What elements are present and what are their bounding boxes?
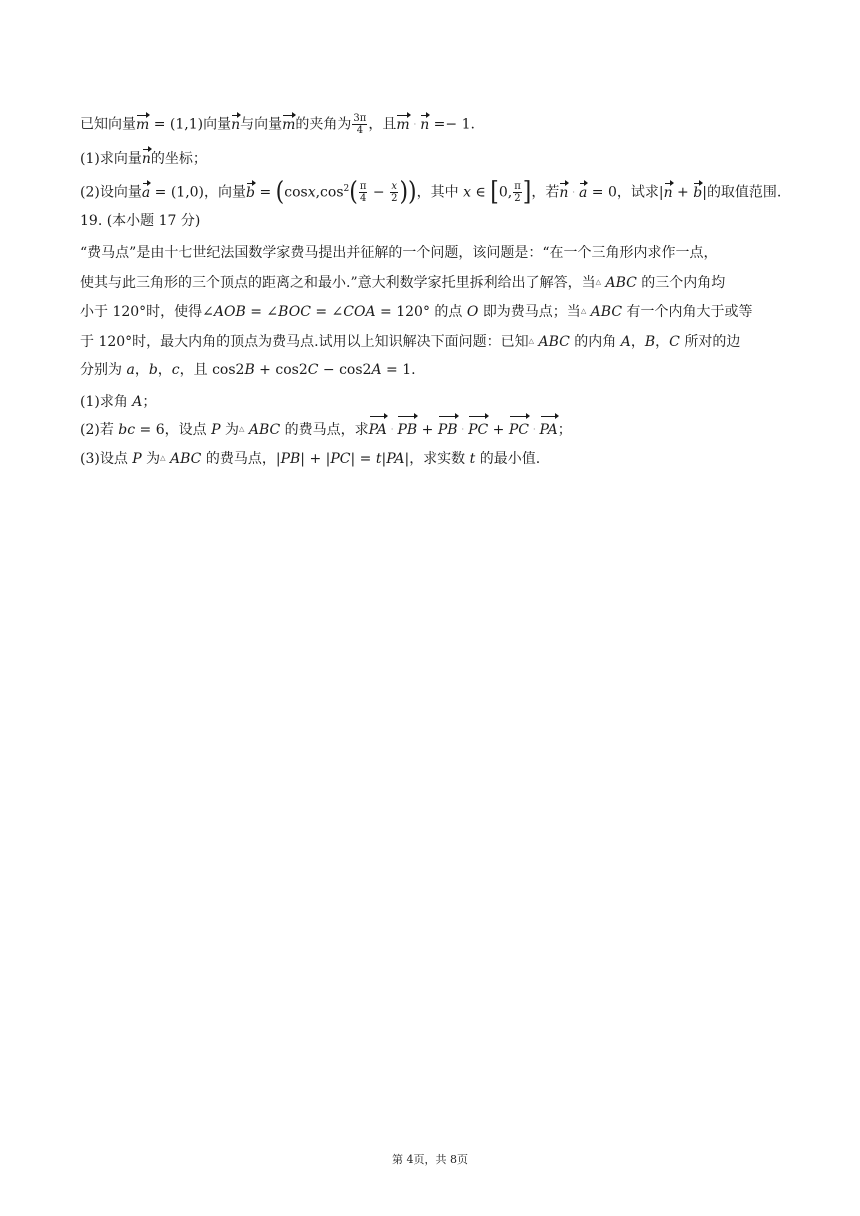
problem19-line2: 使其与此三角形的三个顶点的距离之和最小.”意大利数学家托里拆利给出了解答，当△ ABC 的三个内角均 xyxy=(80,274,726,291)
problem19-q1: (1)求角 A； xyxy=(80,393,157,410)
problem19-q3: (3)设点 P 为△ ABC 的费马点，|PB| + |PC| = t|PA|，求实数 t 的最小值. xyxy=(80,450,541,467)
triangle-icon: △ xyxy=(160,453,166,462)
triangle-icon: △ xyxy=(580,307,587,315)
problem18-statement: 已知向量m = (1,1)向量n与向量m的夹角为 $\frac{3\pi}{4}$ ，且m · n =− 1. xyxy=(80,113,475,136)
triangle-icon: △ xyxy=(238,425,245,433)
problem19-header: 19. (本小题 17 分) xyxy=(80,213,201,229)
problem19-q2: (2)若 bc = 6，设点 P 为△ ABC 的费马点，求PA · PB + PB · PC + PC · PA； xyxy=(80,416,780,445)
problem19-line4: 于 120°时，最大内角的顶点为费马点.试用以上知识解决下面问题：已知△ ABC 的内角 A，B，C 所对的边 xyxy=(80,333,741,350)
fraction-3pi-4: $\frac{3\pi}{4}$ xyxy=(353,113,367,136)
problem19-questions xyxy=(80,389,780,474)
page-content xyxy=(80,113,780,473)
problem19-paragraph xyxy=(80,239,780,385)
problem19-line3: 小于 120°时，使得∠AOB = ∠BOC = ∠COA = 120° 的点 O 即为费马点；当△ ABC 有一个内角大于或等 xyxy=(80,304,753,320)
triangle-icon: △ xyxy=(595,277,601,286)
triangle-icon: △ xyxy=(528,336,535,345)
problem18-sub2: (2)设向量a = (1,0)，向量$b = (\cos x,\cos^2$( $\frac{\pi}{4}$ − $\frac{x}{2}$ ))，其中 x ∈ [0, $\frac{\pi}{2}$ ]，若n · a = 0，试求|n + b|的取值范围. xyxy=(80,177,782,208)
problem19-line5: 分别为 a，b，c，且 cos2B + cos2C − cos2A = 1. xyxy=(80,362,416,378)
page-footer: 第 4页，共 8页 xyxy=(392,1153,468,1166)
problem18-sub1: (1)求向量n的坐标； xyxy=(80,151,207,167)
problem19-line1: “费马点”是由十七世纪法国数学家费马提出并征解的一个问题，该问题是：“在一个三角形内求作一点， xyxy=(80,245,718,261)
